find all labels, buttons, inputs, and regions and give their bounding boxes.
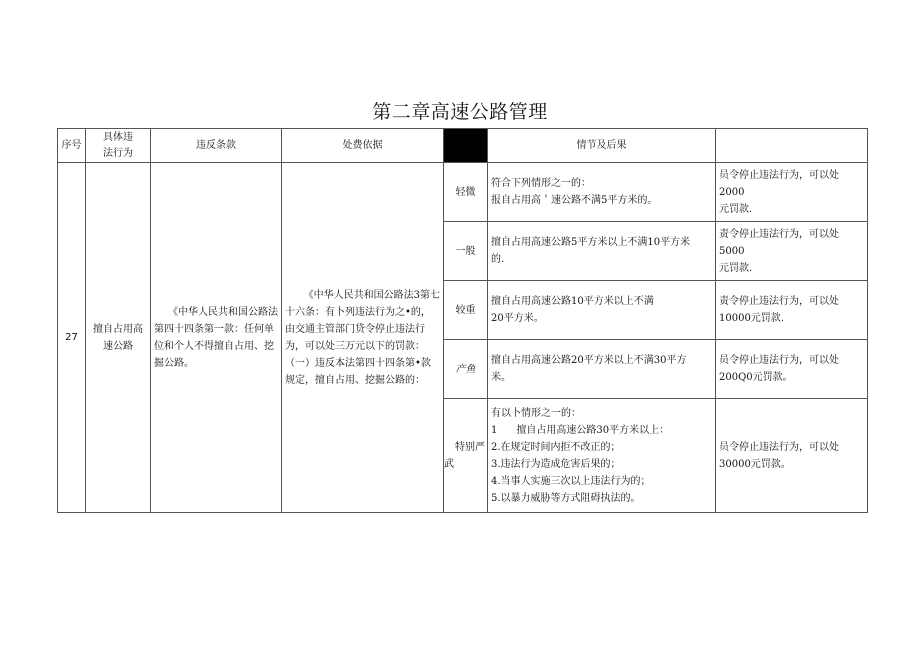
- row-basis: [282, 163, 444, 513]
- level-penalty: [716, 399, 868, 513]
- clause-line: 《中华人民共和国公路法: [168, 306, 278, 318]
- penalty-line: 元罚款.: [719, 262, 753, 274]
- header-row: [58, 129, 868, 163]
- header-seq: 序号: [58, 129, 86, 163]
- level-penalty: [716, 163, 868, 222]
- clause-line: 位和个人不得擅自占用、挖: [154, 340, 274, 352]
- header-behavior-line2: 法行为: [103, 148, 133, 159]
- level-name: 一般: [444, 222, 488, 281]
- level-penalty: [716, 281, 868, 340]
- level-name-line2: 武: [444, 458, 454, 470]
- header-behavior: [86, 129, 151, 163]
- detail-line: 报自占用高＇速公路不满5平方米的。: [491, 195, 658, 206]
- header-circumstance: 情节及后果: [488, 129, 716, 163]
- level-name: 产鱼: [444, 340, 488, 399]
- row-behavior-line1: 擅自占用高: [93, 323, 143, 335]
- penalty-table: [57, 128, 868, 513]
- level-name-line1: 特别严: [455, 441, 485, 453]
- header-clause: 违反条款: [151, 129, 282, 163]
- level-name: [444, 399, 488, 513]
- detail-line: 有以卜情形之一的：: [491, 407, 581, 419]
- detail-line: 1 擅自占用高速公路30平方米以上：: [491, 424, 670, 436]
- detail-line: 20平方米。: [491, 313, 544, 324]
- level-detail: [488, 163, 716, 222]
- detail-line: 擅自占用高速公路10平方米以上不满: [491, 296, 654, 307]
- detail-line: 符合下列情形之一的：: [491, 178, 591, 189]
- penalty-line: 员令停止违法行为，可以处2000: [719, 169, 839, 198]
- penalty-line: 员令停止违法行为，可以处: [719, 355, 839, 366]
- level-detail: [488, 340, 716, 399]
- detail-line: 的.: [491, 254, 505, 265]
- page-title: 第二章高速公路管理: [372, 101, 548, 123]
- level-detail: [488, 222, 716, 281]
- basis-line: 为，可以处三万元以下的罚款：: [285, 340, 425, 352]
- header-basis: 处费依据: [282, 129, 444, 163]
- row-behavior: [86, 163, 151, 513]
- detail-line: 3.违法行为造成危害后果的；: [491, 458, 621, 470]
- penalty-line: 30000元罚款。: [719, 458, 791, 470]
- basis-line: 由交通主管部门贷令停止违法行: [285, 323, 425, 335]
- detail-line: 米。: [491, 372, 511, 383]
- detail-line: 5.以暴力威胁等方式阻碍执法的。: [491, 492, 641, 504]
- header-empty: [716, 129, 868, 163]
- row-behavior-line2: 速公路: [103, 340, 133, 352]
- penalty-line: 员令停止违法行为，可以处: [719, 441, 839, 453]
- clause-line: 掘公路。: [154, 357, 194, 369]
- detail-line: 擅自占用高速公路5平方米以上不满10平方米: [491, 237, 691, 248]
- basis-line: 十六条：有卜列违法行为之•的，: [285, 306, 431, 318]
- penalty-line: 元罚款.: [719, 203, 753, 215]
- basis-line: 规定，擅自占用、挖掘公路的：: [285, 374, 425, 386]
- basis-line: （一）违反本法第四十四条第•款: [285, 357, 431, 369]
- level-name: 轻微: [444, 163, 488, 222]
- detail-line: 擅自占用高速公路20平方米以上不满30平方: [491, 355, 687, 366]
- header-behavior-line1: 具体违: [103, 132, 133, 143]
- basis-line: 《中华人民共和国公路法3第七: [303, 289, 440, 301]
- level-detail: [488, 281, 716, 340]
- detail-line: 4.当事人实施三次以上违法行为的；: [491, 475, 651, 487]
- header-black-cell: [444, 129, 488, 163]
- table-row: [58, 163, 868, 222]
- level-detail: [488, 399, 716, 513]
- clause-line: 第四十四条第一款：任何单: [154, 323, 274, 335]
- penalty-line: 200Q0元罚款。: [719, 372, 793, 383]
- level-penalty: [716, 340, 868, 399]
- row-seq: 27: [58, 163, 86, 513]
- level-name: 较重: [444, 281, 488, 340]
- penalty-line: 责令停止违法行为，可以处5000: [719, 228, 839, 257]
- detail-line: 2.在规定时间内拒不改正的；: [491, 441, 621, 453]
- penalty-line: 10000元罚款.: [719, 313, 784, 324]
- penalty-line: 责令停止违法行为，可以处: [719, 296, 839, 307]
- row-clause: [151, 163, 282, 513]
- level-penalty: [716, 222, 868, 281]
